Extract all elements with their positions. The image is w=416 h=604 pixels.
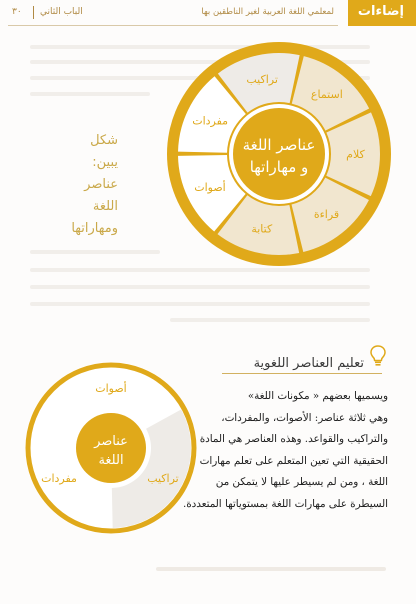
book-title: لمعلمي اللغة العربية لغير الناطقين بها (201, 7, 334, 17)
caption-line3: عناصر (84, 177, 118, 192)
small-wheel-graphic (23, 360, 199, 536)
caption-line5: ومهاراتها (71, 221, 118, 236)
body-line: اللغة ، ومن لم يسيطر عليها لا يتمكن من (215, 476, 388, 489)
body-paragraph (182, 386, 388, 516)
small-wheel-segment-label: تراكيب (147, 471, 179, 485)
wheel-hub (233, 108, 325, 200)
section-underline (222, 373, 382, 374)
wheel-segment-label: كتابة (251, 222, 273, 236)
small-wheel-center-line1: عناصر (94, 434, 128, 449)
wheel-segment-label: كلام (346, 148, 365, 162)
wheel-graphic (165, 40, 393, 268)
small-wheel-center-line2: اللغة (98, 453, 124, 468)
footnote-line (156, 567, 386, 571)
wheel-segment-label: قراءة (313, 207, 340, 221)
section-title: تعليم العناصر اللغوية (253, 356, 364, 371)
page-header (0, 0, 416, 26)
wheel-segment-label: أصوات (194, 180, 226, 194)
language-elements-small-wheel (23, 360, 199, 536)
body-line: ويسميها بعضهم « مكونات اللغة» (247, 390, 388, 402)
small-wheel-segment-label: أصوات (95, 381, 127, 395)
background-text-line (170, 318, 370, 322)
page-number: ٣٠ (12, 7, 22, 17)
wheel-center-line1: عناصر اللغة (242, 136, 316, 154)
background-text-line (30, 285, 370, 289)
header-divider (33, 6, 34, 19)
body-line: السيطرة على مهارات اللغة بمستوياتها المتعددة. (182, 497, 388, 510)
wheel-segment-label: استماع (310, 88, 343, 102)
body-line: والتراكيب والقواعد. وهذه العناصر هي المادة (199, 433, 388, 446)
background-text-line (30, 250, 160, 254)
body-line: الحقيقية التي تعين المتعلم على تعلم مهارات (199, 454, 388, 467)
caption-line4: اللغة (92, 199, 118, 214)
brand-label: إضاءات (357, 4, 404, 19)
caption-line1: شكل (90, 133, 118, 148)
wheel-segment-label: تراكيب (246, 73, 278, 87)
background-text-line (30, 92, 150, 96)
background-text-line (30, 302, 370, 306)
background-text-line (30, 268, 370, 272)
brand-tab (348, 0, 416, 26)
chapter-label: الباب الثاني (40, 7, 83, 17)
caption-line2: يبين: (92, 155, 118, 170)
figure-caption (8, 130, 118, 240)
small-wheel-segment-label: مفردات (41, 471, 77, 485)
language-elements-wheel (165, 40, 393, 268)
header-rule (8, 25, 338, 26)
wheel-segment-label: مفردات (192, 114, 229, 128)
lightbulb-icon (370, 345, 386, 367)
body-line: وهي ثلاثة عناصر: الأصوات، والمفردات، (221, 411, 388, 424)
wheel-center-line2: و مهاراتها (249, 158, 309, 176)
